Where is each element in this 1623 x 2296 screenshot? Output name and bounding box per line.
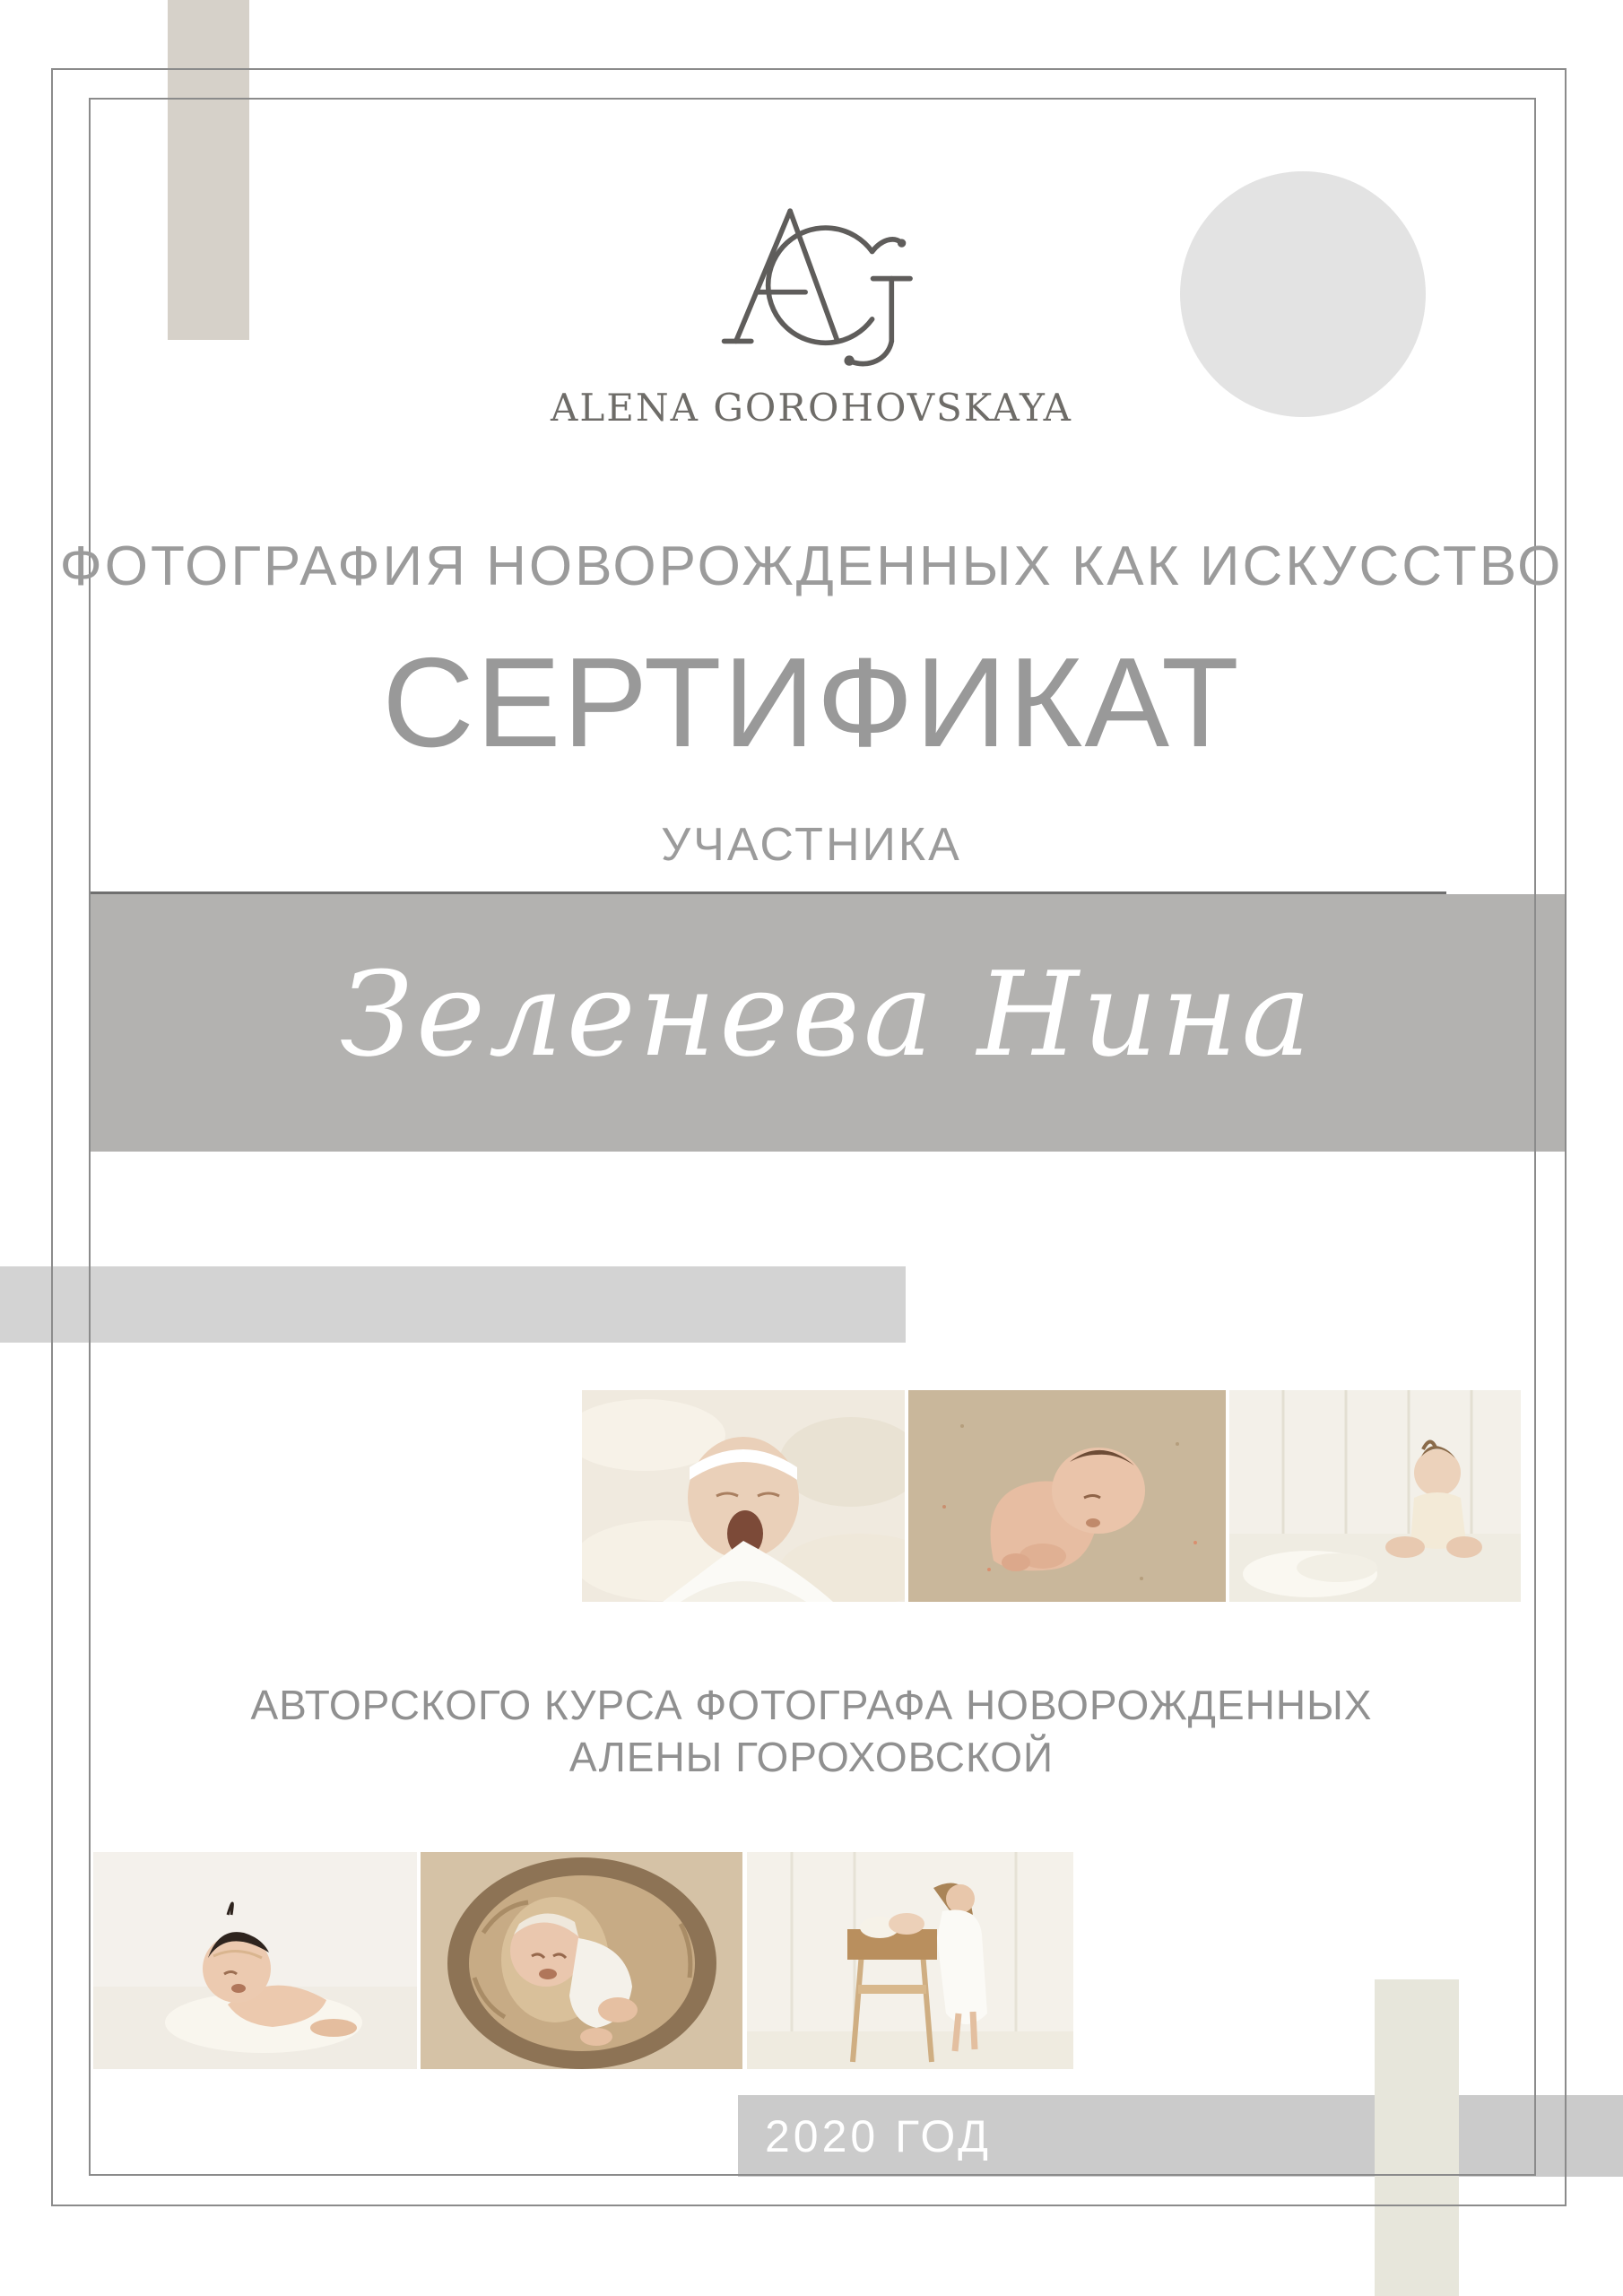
- certificate-title: СЕРТИФИКАТ: [382, 631, 1241, 774]
- decor-pale-bar-bottom: [1375, 1979, 1459, 2296]
- photo-top-curled-newborn: [908, 1390, 1226, 1602]
- year-band: [738, 2095, 1623, 2177]
- logo-name: ALENA GOROHOVSKAYA: [551, 386, 1072, 430]
- decor-gray-band-middle: [0, 1266, 906, 1343]
- decor-beige-bar-top: [168, 0, 249, 340]
- banner-top-line: [90, 891, 1446, 894]
- decor-gray-circle: [1180, 171, 1426, 417]
- photo-bottom-basket-baby: [421, 1852, 742, 2069]
- photo-bottom-girl-with-crate: [747, 1852, 1073, 2069]
- course-line-1: АВТОРСКОГО КУРСА ФОТОГРАФА НОВОРОЖДЕННЫХ: [250, 1682, 1373, 1728]
- photo-top-yawning-newborn: [582, 1390, 905, 1602]
- year-label: 2020 ГОД: [765, 2110, 993, 2161]
- recipient-banner: [89, 894, 1566, 1152]
- photo-top-sitting-baby-girl: [1229, 1390, 1521, 1602]
- ag-monogram-logo: [695, 199, 919, 377]
- recipient-name: Зеленева Нина: [340, 945, 1315, 1083]
- course-text: [0, 1679, 1623, 1783]
- tagline: ФОТОГРАФИЯ НОВОРОЖДЕННЫХ КАК ИСКУССТВО: [59, 535, 1564, 597]
- certificate-subtitle: УЧАСТНИКА: [661, 819, 962, 871]
- course-line-2: АЛЕНЫ ГОРОХОВСКОЙ: [568, 1734, 1055, 1780]
- photo-bottom-tummy-baby: [93, 1852, 417, 2069]
